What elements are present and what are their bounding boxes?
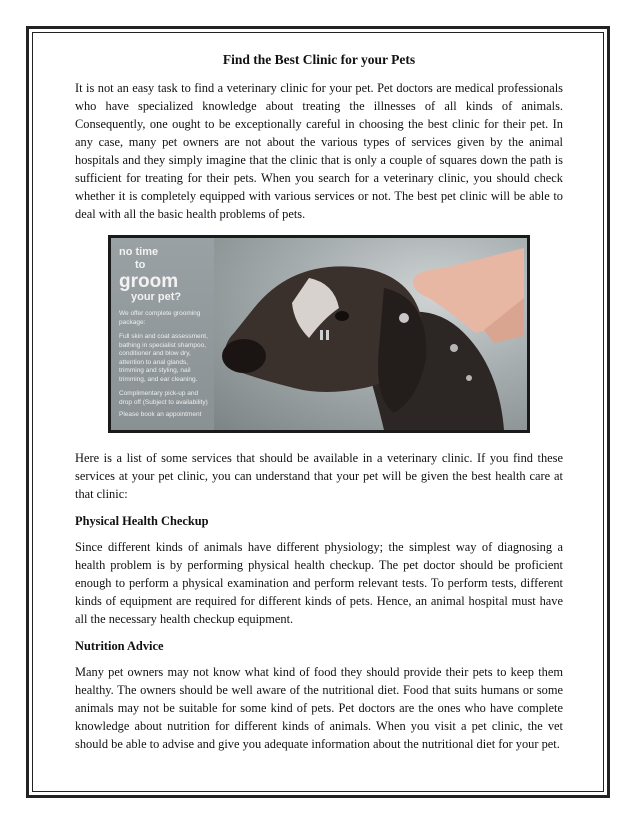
services-intro-paragraph: Here is a list of some services that should be available in a veterinary clinic. If you find these services at your pet clinic, you can understand that your pet will be given the best health care at that clinic: [75, 451, 563, 501]
pause-icon [320, 330, 323, 340]
dog-nose-shape [222, 339, 266, 373]
ad-line-1: no time [119, 246, 159, 258]
pause-icon [326, 330, 329, 340]
document-content [75, 52, 563, 762]
ad-book: Please book an appointment [119, 411, 202, 418]
section-heading-physical-checkup: Physical Health Checkup [75, 514, 209, 528]
ad-pickup: Complimentary pick-up and drop off (Subject to availability) [119, 390, 208, 406]
ad-line-4: your pet? [131, 291, 182, 303]
section-heading-nutrition: Nutrition Advice [75, 639, 164, 653]
soap-suds-shape [466, 375, 472, 381]
section-body-physical-checkup: Since different kinds of animals have different physiology; the simplest way of diagnosing a health problem is by performing physical health checkup. The pet doctor should be proficient enough to perform a physical examination and perform relevant tests. To perform tests, different kinds of equipment are required for different kinds of pets. Hence, an animal hospital must have all the necessary health checkup equipment. [75, 540, 563, 626]
soap-suds-shape [399, 313, 409, 323]
section-body-nutrition: Many pet owners may not know what kind of food they should provide their pets to keep them healthy. The owners should be well aware of the nutritional diet. Food that suits humans or some animals may not be suitable for some kind of pets. Pet doctors are the ones who have complete knowledge about nutrition for different kinds of animals. When you visit a pet clinic, the vet should be able to advise and give you adequate information about the nutritional diet for your pet. [75, 665, 563, 751]
dog-grooming-photo [214, 238, 527, 430]
ad-details: Full skin and coat assessment, bathing in specialist shampoo, conditioner and blow dry, attention to anal glands, trimming and styling, nail trimming, and ear cleaning. [119, 333, 208, 383]
grooming-ad-image [108, 235, 530, 433]
soap-suds-shape [450, 344, 458, 352]
intro-paragraph: It is not an easy task to find a veterinary clinic for your pet. Pet doctors are medical professionals who have specialized knowledge about treating the illnesses of all kinds of animals. Consequently, one ought to be exceptionally careful in choosing the best clinic for their pet. In any case, many pet owners are not about the various types of services given by the animal hospitals and they simply imagine that the clinic that is only a couple of squares down the path is sufficient for treating for their pets. When you search for a veterinary clinic, you should check whether it is completely equipped with various services or not. The best pet clinic will be able to deal with all the basic health problems of pets. [75, 81, 563, 221]
ad-line-3: groom [119, 271, 179, 292]
ad-offer: We offer complete grooming package: [119, 310, 201, 326]
ad-text-panel [111, 238, 214, 430]
dog-eye-shape [335, 311, 349, 321]
dog-illustration [214, 238, 524, 430]
ad-line-2: to [135, 259, 146, 271]
document-title: Find the Best Clinic for your Pets [222, 52, 416, 67]
